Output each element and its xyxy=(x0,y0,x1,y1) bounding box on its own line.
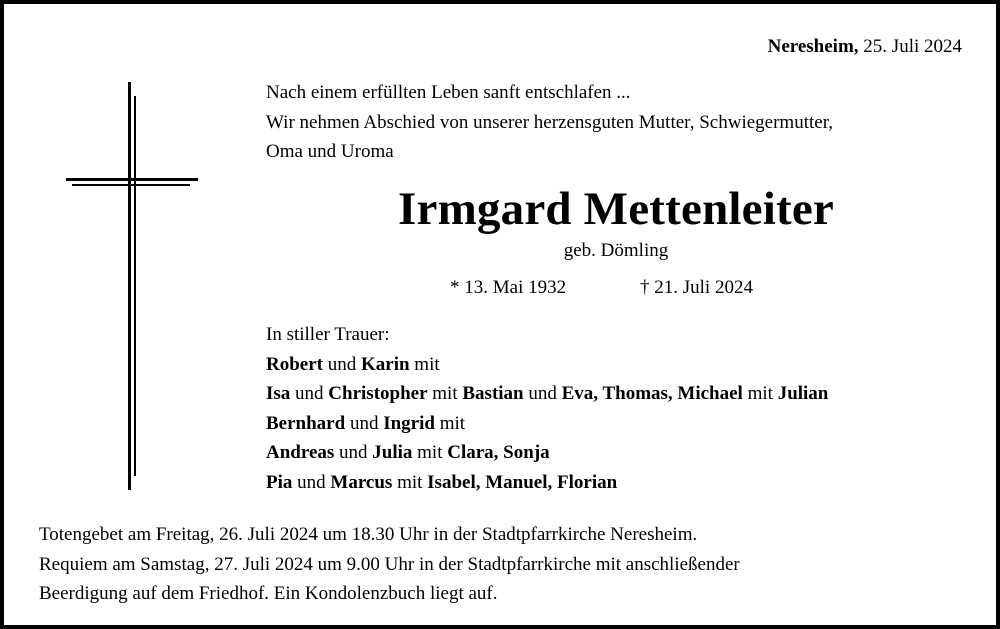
dateline xyxy=(768,36,962,58)
mourner-connector: mit xyxy=(412,442,448,463)
mourners-list xyxy=(266,320,828,497)
cross-icon xyxy=(66,82,202,490)
mourner-connector: mit xyxy=(434,412,466,434)
mourner-name: Ingrid xyxy=(383,412,435,434)
intro-line: Wir nehmen Abschied von unserer herzensguten Mutter, Schwiegermutter, xyxy=(266,111,834,133)
dateline-date: 25. Juli 2024 xyxy=(863,36,962,57)
mourner-connector: mit xyxy=(409,353,440,375)
mourner-connector: und xyxy=(334,442,373,463)
mourner-name: Clara, Sonja xyxy=(447,442,550,463)
mourner-connector: und xyxy=(290,383,329,404)
mourner-connector: mit xyxy=(392,471,428,493)
mourner-connector: und xyxy=(322,353,361,375)
mourner-name: Pia xyxy=(266,471,293,493)
maiden-name: geb. Dömling xyxy=(563,240,669,261)
mourner-name: Eva, Thomas, Michael xyxy=(561,383,743,404)
mourner-connector: mit xyxy=(742,383,778,404)
mourner-name: Julia xyxy=(372,442,413,463)
mourner-line xyxy=(266,379,828,409)
mourner-name: Andreas xyxy=(266,442,335,463)
mourner-name: Christopher xyxy=(328,383,428,404)
mourner-connector: und xyxy=(292,471,331,493)
mourner-line xyxy=(266,468,828,498)
mourner-connector: mit xyxy=(427,383,463,404)
mourner-name: Robert xyxy=(266,353,323,375)
service-line: Beerdigung auf dem Friedhof. Ein Kondolenzbuch liegt auf. xyxy=(39,583,498,604)
deceased-name: Irmgard Mettenleiter xyxy=(398,183,834,235)
intro-text xyxy=(266,78,833,167)
mourner-line xyxy=(266,350,828,380)
service-info xyxy=(39,520,740,609)
death-date: † 21. Juli 2024 xyxy=(640,277,753,298)
mourner-name: Isa xyxy=(266,383,291,404)
mourner-name: Karin xyxy=(360,353,410,375)
mourners-heading: In stiller Trauer: xyxy=(266,324,390,345)
mourner-name: Marcus xyxy=(330,471,393,493)
mourner-name: Julian xyxy=(777,383,829,404)
service-line: Totengebet am Freitag, 26. Juli 2024 um 18.30 Uhr in der Stadtpfarrkirche Neresheim. xyxy=(39,524,698,545)
mourner-line xyxy=(266,409,828,439)
mourner-line xyxy=(266,438,828,468)
birth-date: * 13. Mai 1932 xyxy=(450,277,567,298)
mourner-name: Bastian xyxy=(462,383,524,404)
mourner-connector: und xyxy=(345,412,384,434)
intro-line: Oma und Uroma xyxy=(266,141,394,162)
mourner-name: Isabel, Manuel, Florian xyxy=(427,471,618,493)
service-line: Requiem am Samstag, 27. Juli 2024 um 9.00 Uhr in der Stadtpfarrkirche mit anschließender xyxy=(39,553,740,575)
mourner-connector: und xyxy=(523,383,562,404)
dateline-place: Neresheim, xyxy=(767,36,859,57)
mourner-name: Bernhard xyxy=(266,412,346,434)
intro-line: Nach einem erfüllten Leben sanft entschlafen ... xyxy=(266,82,631,103)
